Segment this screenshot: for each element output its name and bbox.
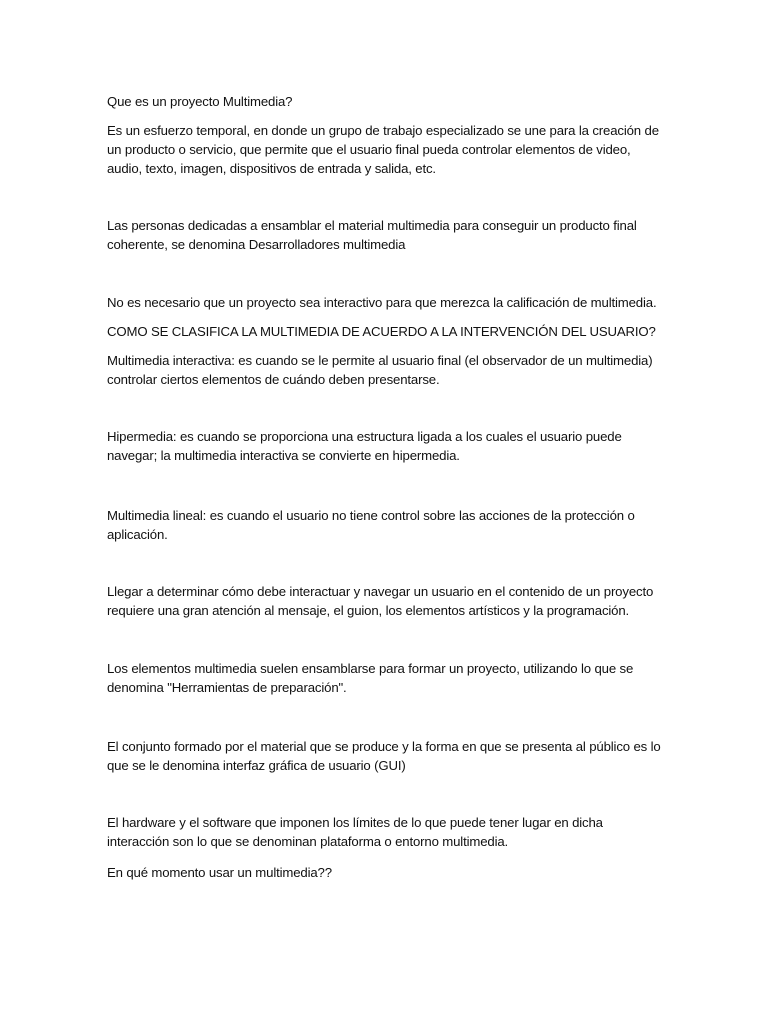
- hypermedia-paragraph: Hipermedia: es cuando se proporciona una estructura ligada a los cuales el usuario puede navegar; la multimedia interactiva se convierte en hipermedia.: [107, 429, 622, 463]
- interactivity-paragraph: No es necesario que un proyecto sea interactivo para que merezca la calificación de multimedia.: [107, 295, 657, 310]
- closing-question: En qué momento usar un multimedia??: [107, 865, 332, 880]
- classification-heading: COMO SE CLASIFICA LA MULTIMEDIA DE ACUERDO A LA INTERVENCIÓN DEL USUARIO?: [107, 324, 656, 339]
- developers-paragraph: Las personas dedicadas a ensamblar el material multimedia para conseguir un producto final coherente, se denomina Desarrolladores multimedia: [107, 218, 637, 252]
- question-heading: Que es un proyecto Multimedia?: [107, 94, 293, 109]
- interactive-multimedia-paragraph: Multimedia interactiva: es cuando se le permite al usuario final (el observador de un multimedia) controlar ciertos elementos de cuándo deben presentarse.: [107, 353, 653, 387]
- navigation-paragraph: Llegar a determinar cómo debe interactuar y navegar un usuario en el contenido de un proyecto requiere una gran atención al mensaje, el guion, los elementos artísticos y la programación.: [107, 584, 654, 618]
- gui-paragraph: El conjunto formado por el material que se produce y la forma en que se presenta al público es lo que se le denomina interfaz gráfica de usuario (GUI): [107, 739, 661, 773]
- platform-paragraph: El hardware y el software que imponen los límites de lo que puede tener lugar en dicha interacción son lo que se denominan plataforma o entorno multimedia.: [107, 815, 603, 849]
- linear-multimedia-paragraph: Multimedia lineal: es cuando el usuario no tiene control sobre las acciones de la protección o aplicación.: [107, 508, 635, 542]
- definition-paragraph: Es un esfuerzo temporal, en donde un grupo de trabajo especializado se une para la creación de un producto o servicio, que permite que el usuario final pueda controlar elementos de video, audio, texto, imagen, dispositivos de entrada y salida, etc.: [107, 123, 659, 176]
- authoring-tools-paragraph: Los elementos multimedia suelen ensamblarse para formar un proyecto, utilizando lo que se denomina "Herramientas de preparación".: [107, 661, 634, 695]
